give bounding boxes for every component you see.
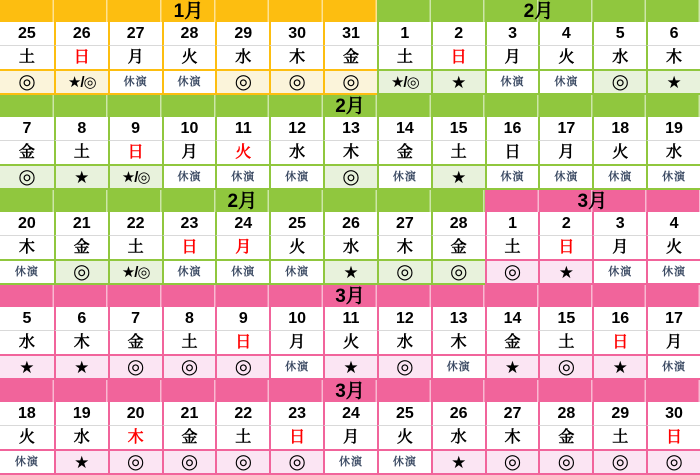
weekday-cell: 木 — [485, 426, 539, 449]
calendar-week-section-3 — [0, 190, 700, 285]
date-cell: 15 — [431, 117, 485, 141]
weekday-cell: 金 — [323, 46, 377, 69]
date-cell: 28 — [538, 402, 592, 426]
calendar-week-section-4 — [0, 285, 700, 380]
date-cell: 25 — [377, 402, 431, 426]
date-cell: 13 — [323, 117, 377, 141]
date-cell: 9 — [215, 307, 269, 331]
date-cell: 25 — [269, 212, 323, 236]
status-cell-double-circle: ◎ — [485, 259, 539, 285]
date-cell: 1 — [377, 22, 431, 46]
date-cell: 26 — [54, 22, 108, 46]
status-cell-no-performance: 休演 — [162, 164, 216, 190]
month-header-label: 3月 — [335, 380, 365, 402]
date-cell: 9 — [108, 117, 162, 141]
status-cell-no-performance: 休演 — [162, 69, 216, 95]
status-cell-star: ★ — [54, 354, 108, 380]
date-cell: 2 — [538, 212, 592, 236]
status-cell-no-performance: 休演 — [0, 259, 54, 285]
weekday-cell: 月 — [538, 141, 592, 164]
date-cell: 7 — [0, 117, 54, 141]
weekday-cell: 木 — [54, 331, 108, 354]
status-cell-double-circle: ◎ — [215, 69, 269, 95]
calendar-week-section-2 — [0, 95, 700, 190]
status-cell-no-performance: 休演 — [108, 69, 162, 95]
date-cell: 12 — [269, 117, 323, 141]
status-cell-no-performance: 休演 — [377, 164, 431, 190]
weekday-cell: 水 — [592, 46, 646, 69]
status-cell-double-circle: ◎ — [538, 354, 592, 380]
weekday-cell: 金 — [162, 426, 216, 449]
month-header-february — [0, 190, 485, 212]
date-cell: 12 — [377, 307, 431, 331]
status-cell-star: ★ — [431, 69, 485, 95]
status-cell-double-circle: ◎ — [215, 354, 269, 380]
status-cell-double-circle: ◎ — [323, 69, 377, 95]
status-cell-double-circle: ◎ — [431, 259, 485, 285]
status-cell-no-performance: 休演 — [162, 259, 216, 285]
weekday-cell: 火 — [323, 331, 377, 354]
weekday-cell: 日 — [485, 141, 539, 164]
status-cell-star-and-circle: ★/◎ — [377, 69, 431, 95]
weekday-cell: 土 — [485, 236, 539, 259]
date-cell: 1 — [485, 212, 539, 236]
date-cell: 24 — [323, 402, 377, 426]
weekday-cell: 日 — [269, 426, 323, 449]
status-cell-double-circle: ◎ — [108, 449, 162, 475]
month-header-label: 3月 — [335, 285, 365, 307]
weekday-cell: 土 — [592, 426, 646, 449]
date-cell: 17 — [538, 117, 592, 141]
status-cell-no-performance: 休演 — [377, 449, 431, 475]
month-header-january — [0, 0, 377, 22]
month-header-march — [485, 190, 700, 212]
weekday-cell: 水 — [431, 426, 485, 449]
weekday-cell: 火 — [269, 236, 323, 259]
status-cell-star: ★ — [54, 164, 108, 190]
date-cell: 11 — [215, 117, 269, 141]
date-cell: 16 — [485, 117, 539, 141]
status-cell-star: ★ — [646, 69, 700, 95]
status-cell-no-performance: 休演 — [0, 449, 54, 475]
status-cell-double-circle: ◎ — [108, 354, 162, 380]
weekday-cell: 水 — [215, 46, 269, 69]
status-cell-star: ★ — [323, 259, 377, 285]
status-cell-double-circle: ◎ — [215, 449, 269, 475]
month-header-label: 3月 — [577, 190, 608, 212]
date-cell: 5 — [0, 307, 54, 331]
weekday-cell: 月 — [323, 426, 377, 449]
weekday-cell: 木 — [269, 46, 323, 69]
weekday-cell: 水 — [323, 236, 377, 259]
date-cell: 26 — [431, 402, 485, 426]
month-header-february — [377, 0, 700, 22]
calendar-week-section-1 — [0, 0, 700, 95]
weekday-cell: 月 — [108, 46, 162, 69]
date-cell: 14 — [485, 307, 539, 331]
weekday-cell: 月 — [646, 331, 700, 354]
weekday-cell: 日 — [538, 236, 592, 259]
status-cell-star: ★ — [0, 354, 54, 380]
weekday-cell: 水 — [646, 141, 700, 164]
status-cell-no-performance: 休演 — [485, 69, 539, 95]
status-cell-no-performance: 休演 — [538, 69, 592, 95]
weekday-cell: 水 — [269, 141, 323, 164]
date-cell: 21 — [162, 402, 216, 426]
status-cell-no-performance: 休演 — [323, 449, 377, 475]
weekday-cell: 水 — [54, 426, 108, 449]
status-cell-star-and-circle: ★/◎ — [54, 69, 108, 95]
date-cell: 6 — [54, 307, 108, 331]
status-cell-double-circle: ◎ — [323, 164, 377, 190]
weekday-cell: 火 — [592, 141, 646, 164]
status-cell-double-circle: ◎ — [0, 69, 54, 95]
status-cell-double-circle: ◎ — [646, 449, 700, 475]
status-cell-double-circle: ◎ — [485, 449, 539, 475]
date-cell: 6 — [646, 22, 700, 46]
date-cell: 3 — [592, 212, 646, 236]
status-cell-double-circle: ◎ — [377, 259, 431, 285]
date-cell: 18 — [0, 402, 54, 426]
date-cell: 30 — [269, 22, 323, 46]
date-cell: 25 — [0, 22, 54, 46]
status-cell-star: ★ — [592, 354, 646, 380]
date-cell: 20 — [0, 212, 54, 236]
status-cell-no-performance: 休演 — [538, 164, 592, 190]
date-cell: 23 — [269, 402, 323, 426]
weekday-cell: 金 — [0, 141, 54, 164]
weekday-cell: 火 — [0, 426, 54, 449]
status-cell-no-performance: 休演 — [485, 164, 539, 190]
weekday-cell: 月 — [269, 331, 323, 354]
date-cell: 4 — [646, 212, 700, 236]
calendar-week-section-5 — [0, 380, 700, 475]
date-cell: 7 — [108, 307, 162, 331]
status-cell-double-circle: ◎ — [538, 449, 592, 475]
weekday-cell: 日 — [592, 331, 646, 354]
date-cell: 5 — [592, 22, 646, 46]
weekday-cell: 木 — [0, 236, 54, 259]
date-cell: 13 — [431, 307, 485, 331]
date-cell: 22 — [108, 212, 162, 236]
month-header-label: 1月 — [173, 0, 204, 22]
status-cell-no-performance: 休演 — [646, 164, 700, 190]
date-cell: 27 — [108, 22, 162, 46]
date-cell: 28 — [431, 212, 485, 236]
weekday-cell: 土 — [108, 236, 162, 259]
weekday-cell: 火 — [215, 141, 269, 164]
weekday-cell: 金 — [54, 236, 108, 259]
status-cell-double-circle: ◎ — [0, 164, 54, 190]
status-cell-no-performance: 休演 — [269, 164, 323, 190]
date-cell: 26 — [323, 212, 377, 236]
weekday-cell: 土 — [162, 331, 216, 354]
weekday-cell: 日 — [646, 426, 700, 449]
weekday-cell: 金 — [538, 426, 592, 449]
weekday-cell: 火 — [377, 426, 431, 449]
date-cell: 10 — [162, 117, 216, 141]
date-cell: 2 — [431, 22, 485, 46]
status-cell-no-performance: 休演 — [215, 259, 269, 285]
weekday-cell: 日 — [108, 141, 162, 164]
weekday-cell: 金 — [485, 331, 539, 354]
weekday-cell: 月 — [485, 46, 539, 69]
weekday-cell: 金 — [377, 141, 431, 164]
weekday-cell: 日 — [54, 46, 108, 69]
weekday-cell: 土 — [377, 46, 431, 69]
status-cell-double-circle: ◎ — [269, 69, 323, 95]
date-cell: 3 — [485, 22, 539, 46]
date-cell: 10 — [269, 307, 323, 331]
status-cell-no-performance: 休演 — [646, 259, 700, 285]
date-cell: 14 — [377, 117, 431, 141]
status-cell-no-performance: 休演 — [592, 164, 646, 190]
weekday-cell: 火 — [162, 46, 216, 69]
weekday-cell: 土 — [54, 141, 108, 164]
status-cell-no-performance: 休演 — [646, 354, 700, 380]
status-cell-no-performance: 休演 — [592, 259, 646, 285]
date-cell: 16 — [592, 307, 646, 331]
weekday-cell: 木 — [646, 46, 700, 69]
date-cell: 22 — [215, 402, 269, 426]
status-cell-double-circle: ◎ — [162, 354, 216, 380]
status-cell-no-performance: 休演 — [215, 164, 269, 190]
status-cell-no-performance: 休演 — [269, 259, 323, 285]
weekday-cell: 木 — [377, 236, 431, 259]
date-cell: 19 — [54, 402, 108, 426]
date-cell: 4 — [538, 22, 592, 46]
date-cell: 31 — [323, 22, 377, 46]
weekday-cell: 月 — [592, 236, 646, 259]
weekday-cell: 木 — [323, 141, 377, 164]
date-cell: 29 — [215, 22, 269, 46]
date-cell: 30 — [646, 402, 700, 426]
date-cell: 8 — [54, 117, 108, 141]
status-cell-double-circle: ◎ — [592, 69, 646, 95]
status-cell-double-circle: ◎ — [592, 449, 646, 475]
weekday-cell: 金 — [431, 236, 485, 259]
status-cell-star: ★ — [431, 164, 485, 190]
date-cell: 24 — [215, 212, 269, 236]
date-cell: 29 — [592, 402, 646, 426]
month-header-label: 2月 — [335, 95, 365, 117]
status-cell-star: ★ — [485, 354, 539, 380]
date-cell: 8 — [162, 307, 216, 331]
month-header-label: 2月 — [523, 0, 554, 22]
weekday-cell: 土 — [538, 331, 592, 354]
status-cell-no-performance: 休演 — [431, 354, 485, 380]
date-cell: 28 — [162, 22, 216, 46]
weekday-cell: 土 — [215, 426, 269, 449]
weekday-cell: 土 — [0, 46, 54, 69]
month-header-label: 2月 — [227, 190, 258, 212]
status-cell-double-circle: ◎ — [269, 449, 323, 475]
month-header-february — [0, 95, 700, 117]
date-cell: 15 — [538, 307, 592, 331]
status-cell-double-circle: ◎ — [377, 354, 431, 380]
weekday-cell: 火 — [646, 236, 700, 259]
status-cell-star-and-circle: ★/◎ — [108, 164, 162, 190]
status-cell-double-circle: ◎ — [162, 449, 216, 475]
date-cell: 19 — [646, 117, 700, 141]
weekday-cell: 水 — [0, 331, 54, 354]
status-cell-star-and-circle: ★/◎ — [108, 259, 162, 285]
status-cell-star: ★ — [431, 449, 485, 475]
date-cell: 11 — [323, 307, 377, 331]
weekday-cell: 日 — [431, 46, 485, 69]
weekday-cell: 月 — [162, 141, 216, 164]
month-header-march — [0, 380, 700, 402]
weekday-cell: 金 — [108, 331, 162, 354]
date-cell: 27 — [485, 402, 539, 426]
date-cell: 17 — [646, 307, 700, 331]
weekday-cell: 木 — [108, 426, 162, 449]
weekday-cell: 月 — [215, 236, 269, 259]
weekday-cell: 木 — [431, 331, 485, 354]
date-cell: 23 — [162, 212, 216, 236]
month-header-march — [0, 285, 700, 307]
status-cell-star: ★ — [538, 259, 592, 285]
date-cell: 20 — [108, 402, 162, 426]
weekday-cell: 土 — [431, 141, 485, 164]
date-cell: 18 — [592, 117, 646, 141]
status-cell-double-circle: ◎ — [54, 259, 108, 285]
weekday-cell: 火 — [538, 46, 592, 69]
weekday-cell: 日 — [162, 236, 216, 259]
weekday-cell: 日 — [215, 331, 269, 354]
date-cell: 27 — [377, 212, 431, 236]
date-cell: 21 — [54, 212, 108, 236]
status-cell-no-performance: 休演 — [269, 354, 323, 380]
weekday-cell: 水 — [377, 331, 431, 354]
status-cell-star: ★ — [54, 449, 108, 475]
status-cell-star: ★ — [323, 354, 377, 380]
